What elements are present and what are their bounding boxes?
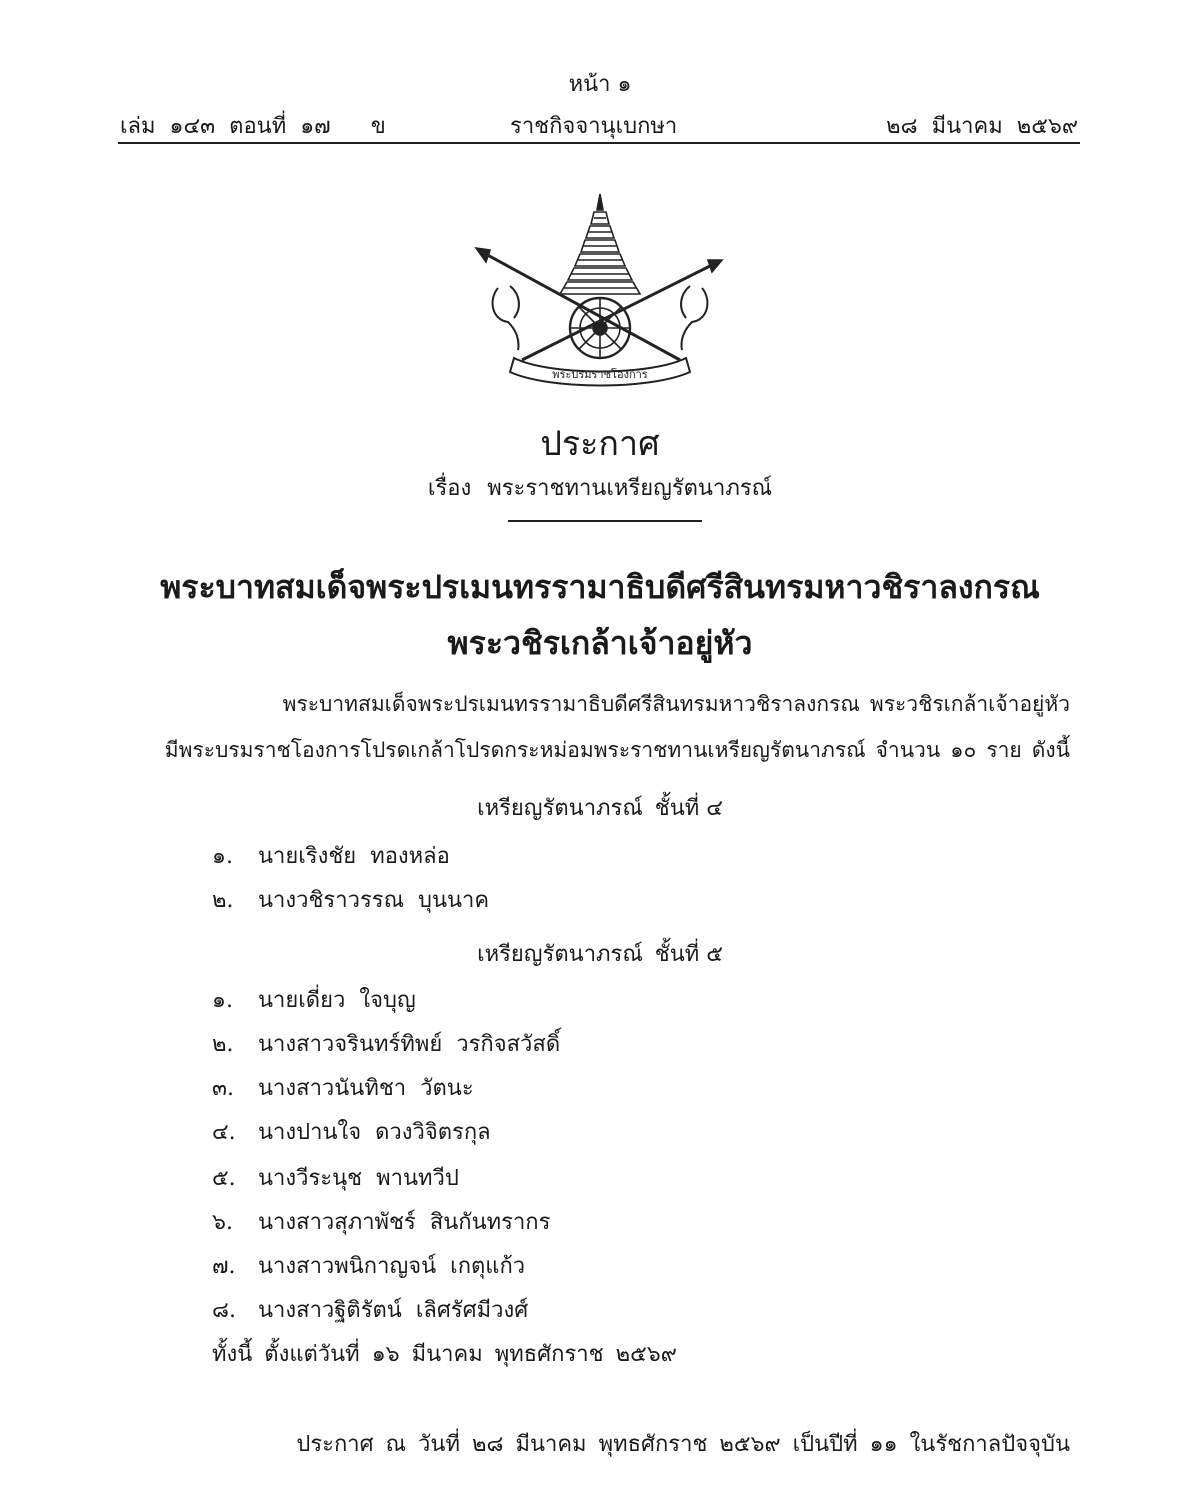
recipient-surname: ใจบุญ (359, 988, 416, 1013)
subject-text: พระราชทานเหรียญรัตนาภรณ์ (487, 476, 773, 501)
body-line-1 (273, 688, 1070, 721)
king-name-line-2: พระวชิรเกล้าเจ้าอยู่หัว (447, 624, 753, 662)
recipient-item (212, 1248, 525, 1283)
effective-prefix: ทั้งนี้ (212, 1342, 253, 1367)
section-heading-text: เหรียญรัตนาภรณ์ (477, 942, 643, 967)
recipient-surname: เลิศรัศมีวงศ์ (415, 1298, 529, 1323)
signed-month: มีนาคม (515, 1432, 587, 1457)
volume-info (120, 108, 400, 143)
recipient-surname: เกตุแก้ว (450, 1254, 526, 1279)
part-label: ตอนที่ (229, 114, 287, 139)
recipient-number: ๓. (212, 1076, 235, 1101)
body-line-2-part-1: มีพระบรมราชโองการโปรดเกล้าโปรดกระหม่อมพระราชทานเหรียญรัตนาภรณ์ (164, 738, 866, 762)
signed-date (284, 1426, 1070, 1461)
recipient-number: ๑. (212, 988, 233, 1013)
signed-era: พุทธศักราช (598, 1432, 708, 1457)
subject-label: เรื่อง (427, 476, 472, 501)
body-count-label: จำนวน (875, 738, 941, 762)
volume-number: ๑๔๓ (169, 114, 216, 139)
signed-prefix: ประกาศ (296, 1432, 374, 1457)
header-date-day: ๒๘ (886, 114, 918, 139)
recipient-number: ๕. (212, 1166, 236, 1191)
recipient-number: ๔. (212, 1120, 236, 1145)
effective-year: ๒๕๖๙ (615, 1342, 677, 1367)
recipient-number: ๑. (212, 844, 233, 869)
header-date-year: ๒๕๖๙ (1016, 114, 1078, 139)
effective-date (212, 1336, 689, 1371)
signed-at: ณ (385, 1432, 407, 1457)
recipient-surname: พานทวีป (376, 1166, 459, 1191)
title-divider (508, 520, 702, 522)
section-heading (0, 936, 1200, 971)
section-class-label: ชั้นที่ ๔ (654, 796, 723, 821)
effective-month: มีนาคม (411, 1342, 483, 1367)
recipient-name: นางปานใจ (258, 1120, 362, 1145)
header-divider (118, 142, 1080, 144)
recipient-item (212, 1114, 491, 1149)
signed-reign-label: เป็นปีที่ (792, 1432, 858, 1457)
recipient-surname: วัตนะ (420, 1076, 474, 1101)
signed-day: ๒๘ (471, 1432, 504, 1457)
recipient-surname: วรกิจสวัสดิ์ (456, 1032, 561, 1057)
recipient-item (212, 1204, 550, 1239)
recipient-number: ๘. (212, 1298, 236, 1323)
recipient-number: ๗. (212, 1254, 236, 1279)
recipient-item (212, 1292, 528, 1327)
body-line-1-part-2: พระวชิรเกล้าเจ้าอยู่หัว (869, 692, 1070, 716)
page-number: หน้า ๑ (568, 72, 632, 97)
effective-day: ๑๖ (371, 1342, 400, 1367)
recipient-name: นางสาวจรินทร์ทิพย์ (258, 1032, 443, 1057)
signed-reign-year: ๑๑ (869, 1432, 898, 1457)
recipient-surname: สินกันทรากร (429, 1210, 551, 1235)
recipient-item (212, 1160, 459, 1195)
recipient-name: นางสาวสุภาพัชร์ (258, 1210, 416, 1235)
body-count: ๑๐ (950, 738, 977, 762)
section-heading (0, 790, 1200, 825)
recipient-name: นางวชิราวรรณ (258, 888, 404, 913)
king-name-line-1: พระบาทสมเด็จพระปรเมนทรรามาธิบดีศรีสินทรมหาวชิราลงกรณ (160, 568, 1040, 606)
signed-year: ๒๕๖๙ (719, 1432, 781, 1457)
gazette-name: ราชกิจจานุเบกษา (510, 114, 678, 139)
header-date (872, 108, 1078, 143)
effective-era: พุทธศักราช (494, 1342, 604, 1367)
recipient-number: ๖. (212, 1210, 233, 1235)
body-unit: ราย (986, 738, 1022, 762)
recipient-item (212, 1026, 560, 1061)
recipient-name: นางวีระนุช (258, 1166, 363, 1191)
recipient-surname: ดวงวิจิตรกุล (375, 1120, 491, 1145)
signed-day-label: วันที่ (418, 1432, 460, 1457)
header-date-month: มีนาคม (931, 114, 1003, 139)
part-number: ๑๗ (300, 114, 331, 139)
part-suffix: ข (370, 114, 386, 139)
recipient-item (212, 882, 489, 917)
body-line-1-part-1: พระบาทสมเด็จพระปรเมนทรรามาธิบดีศรีสินทรมหาวชิราลงกรณ (282, 692, 860, 716)
recipient-name: นายเริงชัย (258, 844, 357, 869)
recipient-number: ๒. (212, 888, 234, 913)
announcement-title: ประกาศ (540, 424, 660, 464)
volume-label: เล่ม (120, 114, 156, 139)
body-line-2 (155, 734, 1070, 767)
recipient-number: ๒. (212, 1032, 234, 1057)
royal-garuda-emblem-icon (470, 190, 730, 390)
recipient-name: นางสาวพนิกาญจน์ (258, 1254, 437, 1279)
recipient-name: นางสาวฐิติรัตน์ (258, 1298, 402, 1323)
section-heading-text: เหรียญรัตนาภรณ์ (477, 796, 643, 821)
body-end: ดังนี้ (1031, 738, 1070, 762)
recipient-item (212, 838, 450, 873)
section-class-label: ชั้นที่ ๕ (654, 942, 723, 967)
effective-since: ตั้งแต่วันที่ (264, 1342, 360, 1367)
emblem-ribbon-text: พระบรมราชโองการ (552, 368, 648, 381)
recipient-item (212, 982, 416, 1017)
announcement-subject (0, 470, 1200, 505)
recipient-surname: บุนนาค (418, 888, 490, 913)
recipient-name: นายเดี่ยว (258, 988, 346, 1013)
recipient-item (212, 1070, 474, 1105)
recipient-name: นางสาวนันทิชา (258, 1076, 407, 1101)
recipient-surname: ทองหล่อ (370, 844, 450, 869)
signed-reign-suffix: ในรัชกาลปัจจุบัน (909, 1432, 1070, 1457)
